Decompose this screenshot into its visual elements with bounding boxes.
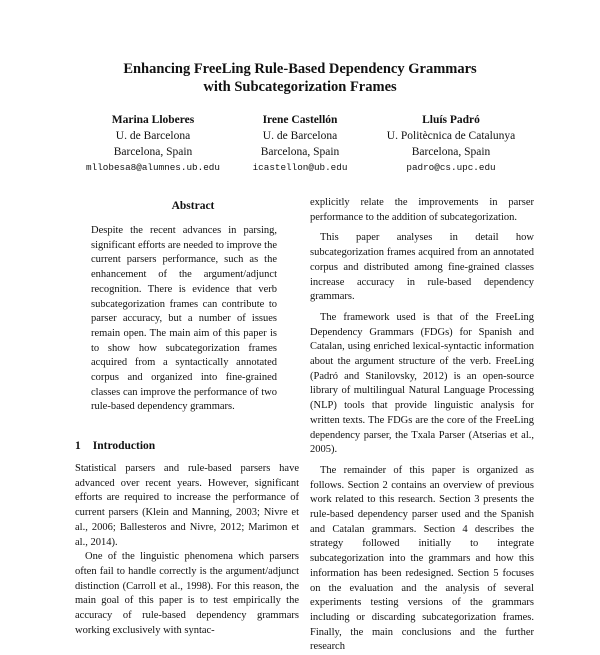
paragraph: The remainder of this paper is organized as follows. Section 2 contains an overview of previous work related to this research. Section 3 presents the rule-based dependency parser used and the Spanish and Catalan grammars. Section 4 describes the strategy followed initially to integrate subcategorization into the grammars and how this information has been redesigned. Section 5 focuses on the evaluation and the analysis of several experiments testing versions of the grammars including or discarding subcategorization frames. Finally, the main conclusions and the further research [310, 464, 534, 653]
paragraph: Statistical parsers and rule-based parsers have advanced over recent years. However, significant efforts are required to increase the performance of current parsers (Klein and Manning, 2003; Nivre et al., 2006; Ballesteros and Nivre, 2012; Marimon et al., 2014). [75, 463, 299, 548]
abstract-text [91, 224, 277, 415]
title-line-1: Enhancing FreeLing Rule-Based Dependency Grammars [123, 61, 477, 77]
abstract-paragraph: Despite the recent advances in parsing, significant efforts are needed to improve the current parsers performance, such as the enhancement of the argument/adjunct recognition. There is evidence that verb subcategorization frames can contribute to parser accuracy, but a number of issues remain open. The main aim of this paper is to show how subcategorization frames acquired from a syntactically annotated corpus and organized into fine-grained classes can improve the performance of two rule-based dependency grammars. [91, 225, 277, 413]
author-email: mllobesa8@alumnes.ub.edu [86, 162, 220, 173]
author-name: Marina Lloberes [111, 114, 195, 126]
author-location: Barcelona, Spain [260, 146, 340, 158]
author-location: Barcelona, Spain [113, 146, 193, 158]
author-name: Lluís Padró [422, 114, 480, 126]
paragraph: The framework used is that of the FreeLing Dependency Grammars (FDGs) for Spanish and Catalan, using enriched lexical-syntactic information about the argument structure of the verb. FreeLing (Padró and Stanilovsky, 2012) is an open-source library of multilingual Natural Language Processing (NLP) tools that provide linguistic analysis for written texts. The FDGs are the core of the FreeLing dependency parser, the Txala Parser (Atserias et al., 2005). [310, 311, 534, 456]
author-email: icastellon@ub.edu [252, 162, 348, 173]
left-column-body [75, 462, 299, 636]
paper-title [0, 60, 600, 96]
right-column-body [310, 196, 534, 653]
section-heading-introduction [75, 440, 155, 452]
paragraph: explicitly relate the improvements in parser performance to the addition of subcategorization. [310, 197, 534, 223]
title-line-2: with Subcategorization Frames [203, 79, 397, 95]
paragraph: This paper analyses in detail how subcategorization frames acquired from an annotated corpus and distributed among fine-grained classes increase accuracy in rule-based dependency grammars. [310, 232, 534, 303]
author-affiliation: U. Politècnica de Catalunya [386, 130, 516, 142]
author-email: padro@cs.upc.edu [406, 162, 496, 173]
abstract-heading: Abstract [171, 200, 215, 212]
section-title: Introduction [92, 440, 156, 452]
author-affiliation: U. de Barcelona [115, 130, 191, 142]
author-affiliation: U. de Barcelona [262, 130, 338, 142]
paragraph: One of the linguistic phenomena which parsers often fail to handle correctly is the argument/adjunct distinction (Carroll et al., 1998). For this reason, the main goal of this paper is to test empirically the accuracy of rule-based dependency grammars working exclusively with syntac- [75, 551, 299, 636]
section-number: 1 [75, 440, 81, 452]
author-name: Irene Castellón [262, 114, 338, 126]
author-block-3 [356, 112, 546, 176]
author-location: Barcelona, Spain [411, 146, 491, 158]
